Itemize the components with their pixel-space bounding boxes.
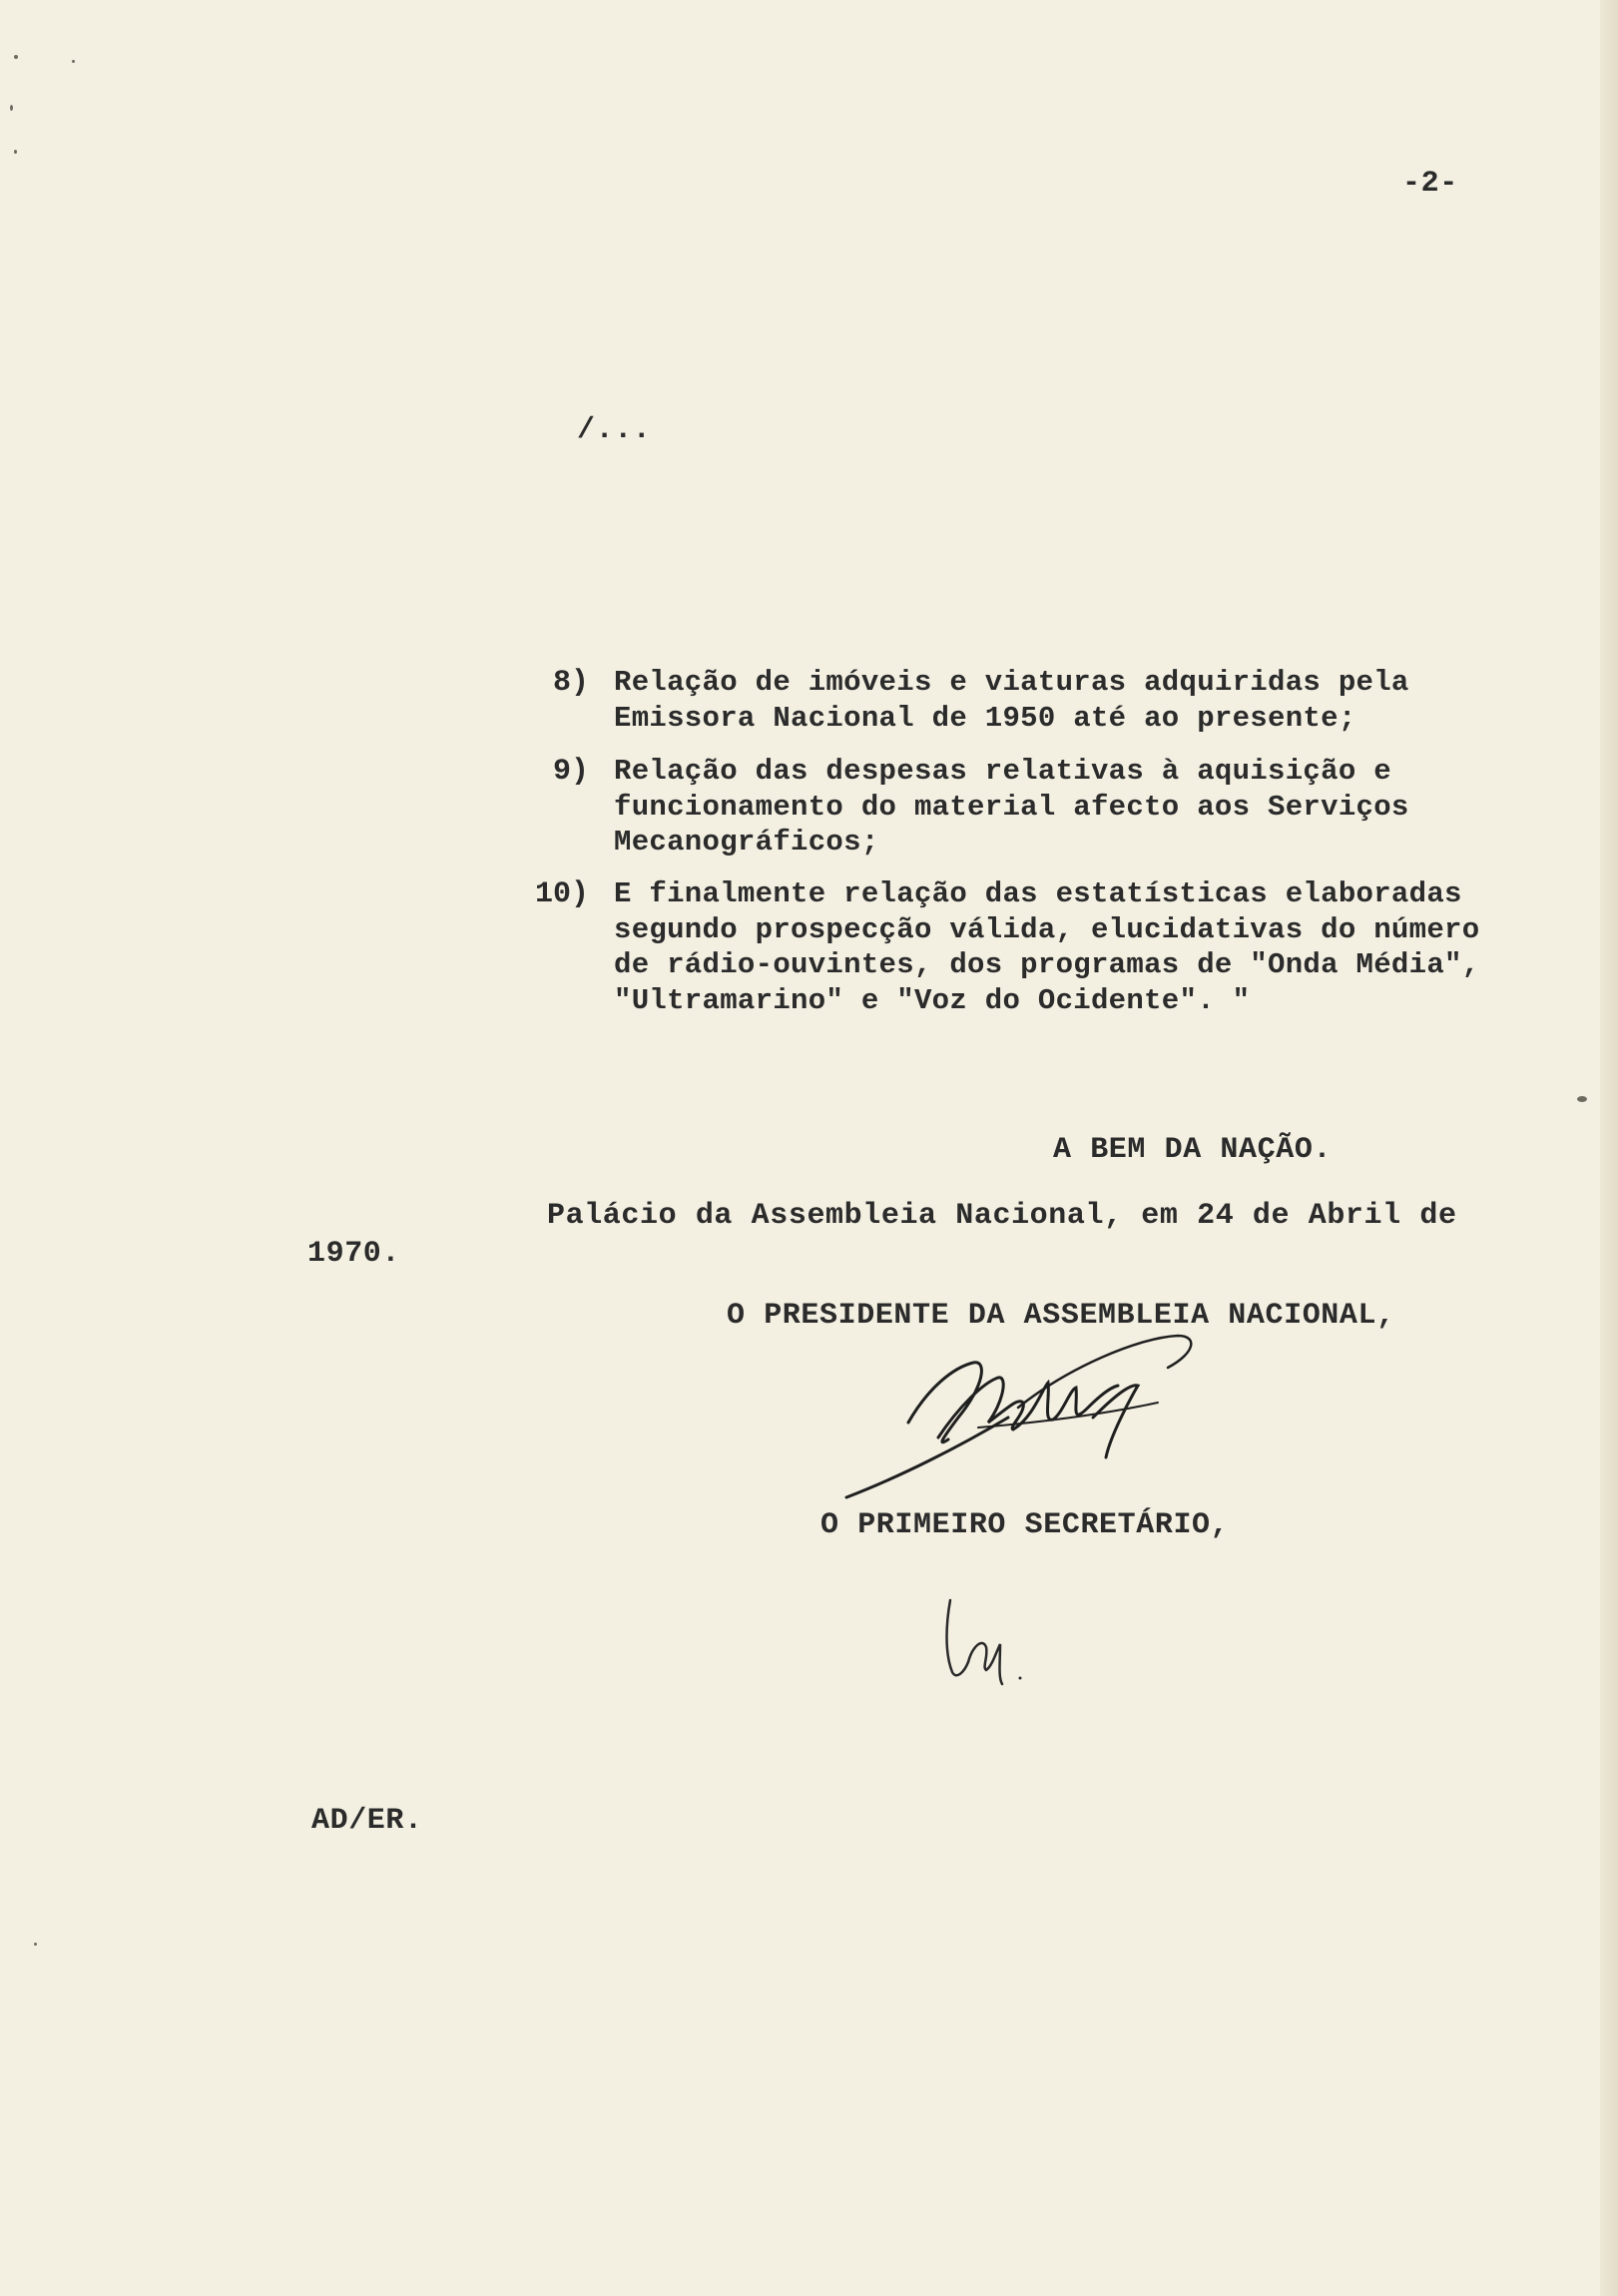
paper-speck [14, 150, 17, 154]
handwritten-signature [838, 1328, 1218, 1507]
list-item-number: 10) [534, 877, 589, 911]
paper-speck [14, 55, 18, 59]
closing-salutation: A BEM DA NAÇÃO. [1053, 1133, 1333, 1167]
date-year: 1970. [307, 1237, 401, 1271]
paper-speck [72, 60, 75, 63]
president-title: O PRESIDENTE DA ASSEMBLEIA NACIONAL, [727, 1299, 1395, 1333]
handwritten-initial [938, 1592, 1028, 1687]
continuation-mark: /... [577, 413, 652, 447]
list-item-text: Relação de imóveis e viaturas adquiridas pela Emissora Nacional de 1950 até ao presente; [614, 666, 1409, 735]
paper-speck [34, 1943, 37, 1946]
secretary-title: O PRIMEIRO SECRETÁRIO, [820, 1508, 1230, 1542]
list-item-text: Relação das despesas relativas à aquisição e funcionamento do material afecto aos Serviços Mecanográficos; [614, 755, 1409, 859]
page-number: -2- [1402, 167, 1458, 201]
reference-initials: AD/ER. [311, 1804, 423, 1838]
list-item-number: 8) [552, 666, 589, 700]
place-date-line: Palácio da Assembleia Nacional, em 24 de Abril de [547, 1199, 1457, 1233]
paper-edge [1600, 0, 1618, 2296]
list-item-text: E finalmente relação das estatísticas elaboradas segundo prospecção válida, elucidativas do número de rádio-ouvintes, dos programas de "Onda Média", "Ultramarino" e "Voz do Ocidente". " [614, 877, 1480, 1017]
list-item-number: 9) [552, 755, 589, 789]
paper-speck [1577, 1096, 1587, 1102]
paper-speck [10, 105, 13, 111]
